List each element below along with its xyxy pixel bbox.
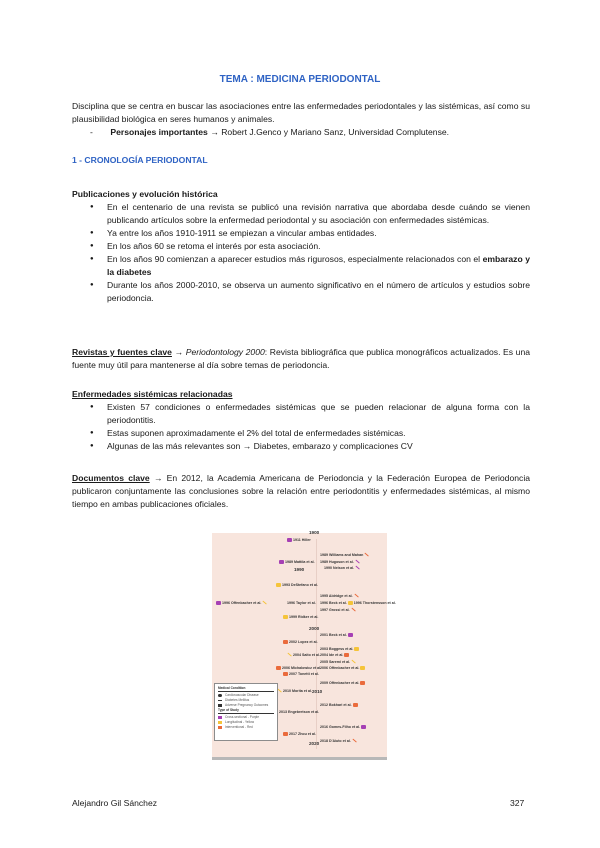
list-item-text: En los años 90 comienzan a aparecer estudios más rigurosos, especialmente relacionados con el [107,254,481,264]
timeline-entry: 1995 Aldridge et al. [320,594,360,599]
page-title: TEMA : MEDICINA PERIODONTAL [219,74,381,85]
timeline-entry: 2017 Zhou et al. [282,732,316,737]
publications-section [72,188,530,305]
pregnancy-icon [276,666,281,670]
heart-icon [279,560,284,564]
timeline-entry: 2016 Gomes-Filho et al. [320,725,367,730]
list-item: ● En el centenario de una revista se publicó una revisión narrativa que abordaba desde cuándo se vienen publicando artículos sobre la enfermedad periodontal y su asociación con enfermedades sistémicas. [90,201,530,227]
systemic-list [90,401,530,453]
documents-text: En 2012, la Academia Americana de Periodoncia y la Federación Europea de Periodoncia publicaron conjuntamente las conclusiones sobre la relación entre periodontitis y enfermedades sistémicas, al mismo tiempo en ambas publicaciones oficiales. [72,473,531,509]
timeline-entry: 1996 Beck et al. 1996 Thorstensson et al. [320,601,396,605]
diabetes-icon [287,653,292,657]
page-number: 327 [510,798,525,808]
list-item: ● Existen 57 condiciones o enfermedades sistémicas que se pueden relacionar de alguna forma con la periodontitis. [90,401,530,427]
systemic-diseases-section [72,388,530,453]
figure-legend [214,683,278,741]
diabetes-icon [351,660,356,664]
legend-heading: Medical Condition [218,686,274,692]
heart-icon [348,601,353,605]
heart-icon [348,633,353,637]
pregnancy-icon [360,681,365,685]
key-people-label: Personajes importantes [110,127,208,137]
journals-heading: Revistas y fuentes clave [72,347,172,357]
arrow-glyph: → [210,127,219,137]
arrow-glyph: → [174,347,184,357]
year-label: 2000 [309,626,320,631]
timeline-entry: 1989 Williams and Mahan [320,553,370,558]
legend-item: Cardiovascular Disease [218,693,274,698]
arrow-glyph: → [153,473,163,483]
diabetes-icon [351,608,356,612]
timeline-entry: 1911 Hiller [286,538,311,543]
journal-name: Periodontology 2000 [185,347,265,357]
legend-item: Diabetes Mellitus [218,698,274,703]
list-item [90,253,530,279]
timeline-entry: 2003 Boggess et al. [320,647,360,652]
heart-icon [276,583,281,587]
legend-item: Cross-sectional - Purple [218,715,274,720]
publications-list [90,201,530,305]
diabetes-icon [352,739,357,743]
year-label: 1990 [294,567,305,572]
legend-item: Interventional - Red [218,725,274,730]
diabetes-icon [355,566,360,570]
year-label: 2020 [309,741,320,746]
timeline-entry: 2005 Saremi et al. [320,660,357,665]
pregnancy-icon [354,647,359,651]
timeline-entry: 2009 Offenbacher et al. [320,681,366,686]
timeline-entry: 1989 Mattila et al. [278,560,315,565]
key-people-text: Robert J.Genco y Mariano Sanz, Universidad Complutense. [221,127,450,137]
footer-author: Alejandro Gil Sánchez [72,798,158,808]
legend-heading: Type of Study [218,708,274,714]
timeline-entry: 2006 Offenbacher et al. [320,666,366,671]
journals-paragraph [72,346,530,372]
diabetes-icon [364,553,369,557]
pregnancy-icon [283,640,288,644]
timeline-entry: 2018 D'Aiuto et al. [320,739,358,744]
timeline-entry: 2013 Engebretson et al. [272,710,319,715]
section-heading-chronology: 1 - CRONOLOGÍA PERIODONTAL [72,155,208,165]
documents-heading: Documentos clave [72,473,150,483]
systemic-heading: Enfermedades sistémicas relacionadas [72,389,233,399]
key-people-line [90,126,530,139]
dash-marker: - [90,127,93,137]
pregnancy-icon [360,666,365,670]
heart-icon [283,615,288,619]
year-label: 2010 [312,689,323,694]
diabetes-icon [354,594,359,598]
color-swatch [218,721,222,724]
timeline-entry: 1996 Taylor et al. [287,601,316,605]
color-swatch [218,716,222,719]
timeline-entry: 2002 Lopez et al. [282,640,318,645]
color-swatch [218,726,222,729]
timeline-entry: 1996 Offenbacher et al. [215,601,268,606]
year-label: 1900 [309,530,320,535]
list-item: ● Ya entre los años 1910-1911 se empiezan a vincular ambas entidades. [90,227,530,240]
timeline-entry: 1990 Nelson et al. [324,566,361,571]
list-item: ● Algunas de las más relevantes son → Diabetes, embarazo y complicaciones CV [90,440,530,453]
timeline-entry: 2004 Saito et al. [286,653,320,658]
list-item: ● Estas suponen aproximadamente el 2% del total de enfermedades sistémicas. [90,427,530,440]
timeline-entry: 2001 Beck et al. [320,633,354,638]
pregnancy-icon [361,725,366,729]
timeline-entry: 2004 Ide et al. [320,653,350,658]
diabetes-icon [218,700,222,701]
timeline-entry: 2012 Bokhari et al. [320,703,359,708]
heart-icon [344,653,349,657]
heart-icon [353,703,358,707]
timeline-figure [212,530,396,760]
timeline-entry: 2010 Morita et al. [276,689,312,694]
timeline-entry: 2006 Michalowicz et al. [275,666,321,671]
documents-paragraph [72,472,530,511]
heart-icon [283,732,288,736]
diabetes-icon [262,601,267,605]
list-item: ● Durante los años 2000-2010, se observa un aumento significativo en el número de artículos y estudios sobre periodoncia. [90,279,530,305]
pregnancy-icon [216,601,221,605]
journals-text: : Revista bibliográfica que publica monográficos actualizados. Es una fuente muy útil para mantenerse al día sobre temas de periodoncia. [72,347,531,370]
heart-icon [287,538,292,542]
legend-item: Longitudinal - Yellow [218,720,274,725]
legend-item: Adverse Pregnancy Outcomes [218,703,274,708]
timeline-entry: 1997 Grossi et al. [320,608,357,613]
timeline-entry: 1989 Hugoson et al. [320,560,361,565]
pregnancy-icon [218,704,222,707]
heart-icon [218,694,222,697]
diabetes-icon [355,560,360,564]
list-item-bold: embarazo y la diabetes [107,254,530,277]
timeline-entry: 1999 Ridker et al. [282,615,318,620]
timeline-entry: 1993 DeStefano et al. [275,583,318,588]
publications-heading: Publicaciones y evolución histórica [72,189,218,199]
heart-icon [283,672,288,676]
list-item: ● En los años 60 se retoma el interés por esta asociación. [90,240,530,253]
intro-paragraph: Disciplina que se centra en buscar las asociaciones entre las enfermedades periodontales y las sistémicas, así como su plausibilidad biológica en seres humanos y animales. [72,101,530,124]
timeline-entry: 2007 Tonetti et al. [282,672,319,677]
